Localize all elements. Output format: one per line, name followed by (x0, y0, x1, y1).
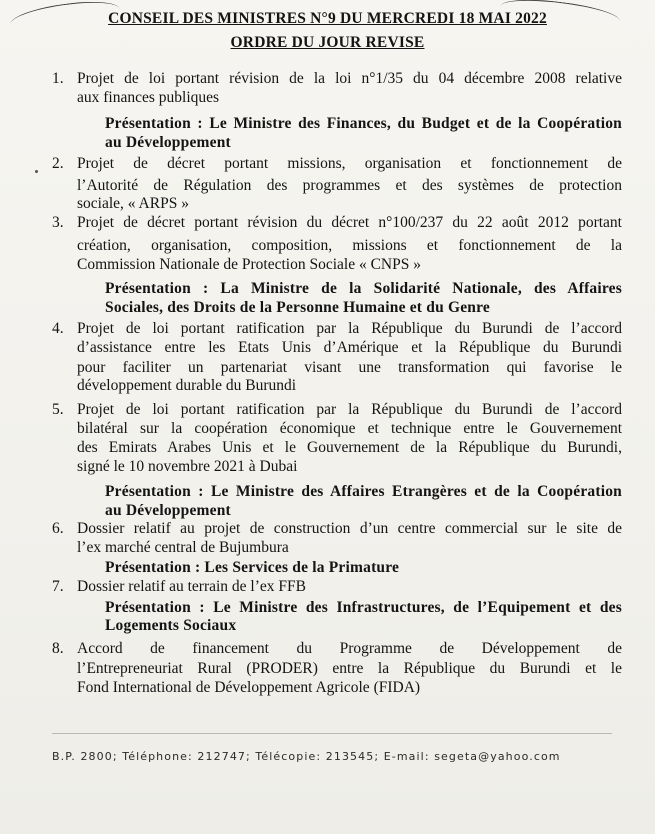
presentation-line: Présentation : Les Services de la Primature (105, 559, 400, 576)
presentation-line: au Développement (105, 502, 231, 519)
item-text-line: aux finances publiques (77, 89, 220, 106)
item-text-line: Projet de loi portant révision de la loi n°1/35 du 04 décembre 2008 relative (77, 70, 622, 87)
item-number: 1. (52, 70, 64, 87)
item-number: 5. (52, 401, 64, 418)
item-text-line: Commission Nationale de Protection Sociale « CNPS » (77, 256, 421, 273)
footer-contact: B.P. 2800; Téléphone: 212747; Télécopie: 213545; E-mail: segeta@yahoo.com (52, 750, 561, 763)
presentation-line: Sociales, des Droits de la Personne Humaine et du Genre (105, 299, 490, 316)
item-text-line: Fond International de Développement Agricole (FIDA) (77, 679, 421, 696)
item-number: 3. (52, 214, 64, 231)
presentation-line: Présentation : Le Ministre des Affaires Etrangères et de la Coopération (105, 483, 622, 500)
document-subtitle: ORDRE DU JOUR REVISE (230, 34, 425, 51)
presentation-line: Logements Sociaux (105, 617, 237, 634)
footer-divider (52, 733, 612, 734)
item-number: 6. (52, 520, 64, 537)
item-number: 8. (52, 640, 64, 657)
item-text-line: d’assistance entre les Etats Unis d’Amérique et la République du Burundi (77, 339, 622, 356)
item-number: 7. (52, 578, 64, 595)
item-text-line: Dossier relatif au projet de construction d’un centre commercial sur le site de (77, 520, 622, 537)
item-text-line: pour faciliter un partenariat visant une transformation qui favorise le (77, 359, 622, 376)
item-text-line: Projet de décret portant révision du décret n°100/237 du 22 août 2012 portant (77, 214, 622, 231)
presentation-line: Présentation : Le Ministre des Infrastructures, de l’Equipement et des (105, 599, 622, 616)
item-number: 4. (52, 320, 64, 337)
item-number: 2. (52, 155, 64, 172)
item-text-line: Projet de loi portant ratification par la République du Burundi de l’accord (77, 320, 622, 337)
item-text-line: Dossier relatif au terrain de l’ex FFB (77, 578, 306, 595)
item-text-line: développement durable du Burundi (77, 377, 297, 394)
item-text-line: Projet de loi portant ratification par la République du Burundi de l’accord (77, 401, 622, 418)
item-text-line: Projet de décret portant missions, organisation et fonctionnement de (77, 155, 622, 172)
presentation-line: au Développement (105, 134, 231, 151)
document-title: CONSEIL DES MINISTRES N°9 DU MERCREDI 18 MAI 2022 (108, 10, 547, 27)
item-text-line: l’ex marché central de Bujumbura (77, 539, 289, 556)
item-text-line: signé le 10 novembre 2021 à Dubai (77, 458, 298, 475)
item-text-line: bilatéral sur la coopération économique et technique entre le Gouvernement (77, 420, 622, 437)
item-text-line: des Emirats Arabes Unis et le Gouvernement de la République du Burundi, (77, 439, 622, 456)
presentation-line: Présentation : Le Ministre des Finances, du Budget et de la Coopération (105, 115, 622, 132)
presentation-line: Présentation : La Ministre de la Solidarité Nationale, des Affaires (105, 280, 622, 297)
item-text-line: l’Autorité de Régulation des programmes et des systèmes de protection (77, 177, 622, 194)
item-text-line: Accord de financement du Programme de Développement de (77, 640, 622, 657)
item-text-line: l’Entrepreneuriat Rural (PRODER) entre la République du Burundi et le (77, 660, 622, 677)
item-text-line: création, organisation, composition, missions et fonctionnement de la (77, 237, 622, 254)
item-text-line: sociale, « ARPS » (77, 195, 189, 212)
